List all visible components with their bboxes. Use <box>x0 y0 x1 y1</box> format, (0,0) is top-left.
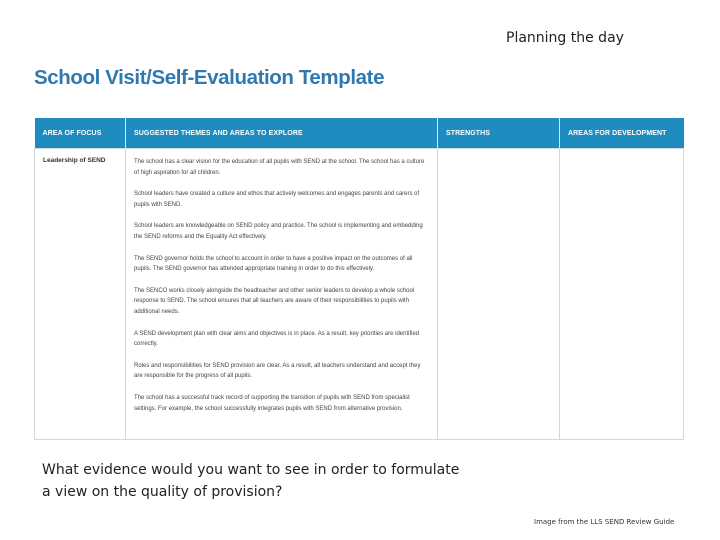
area-of-focus-cell: Leadership of SEND <box>35 149 126 440</box>
areas-for-development-cell <box>560 149 684 440</box>
self-evaluation-table <box>34 118 684 440</box>
header-suggested-themes: SUGGESTED THEMES AND AREAS TO EXPLORE <box>126 118 438 149</box>
header-area-of-focus: AREA OF FOCUS <box>35 118 126 149</box>
theme-item: The school has a clear vision for the education of all pupils with SEND at the school. The school has a culture of high aspiration for all children. <box>134 159 425 176</box>
strengths-cell <box>438 149 560 440</box>
slide-header-note: Planning the day <box>506 30 624 46</box>
theme-item: Roles and responsibilities for SEND provision are clear. As a result, all teachers understand and accept they are responsible for the progress of all pupils. <box>134 362 421 380</box>
theme-item: The SENCO works closely alongside the headteacher and other senior leaders to develop a whole school response to SEND. The school ensures that all teachers are aware of their responsibilities to pupils with additional needs. <box>134 287 415 315</box>
header-strengths: STRENGTHS <box>438 118 560 149</box>
table-header-row <box>35 118 684 149</box>
theme-item: School leaders are knowledgeable on SEND policy and practice. The school is implementing and embedding the SEND reforms and the Equality Act effectively. <box>134 223 423 240</box>
theme-item: A SEND development plan with clear aims and objectives is in place. As a result, key priorities are identified correctly. <box>134 330 420 348</box>
header-areas-for-development: AREAS FOR DEVELOPMENT <box>560 118 684 149</box>
evidence-question: What evidence would you want to see in order to formulate a view on the quality of provision? <box>42 462 460 500</box>
theme-item: School leaders have created a culture and ethos that actively welcomes and engages parents and carers of pupils with SEND. <box>134 191 420 208</box>
theme-item: The SEND governor holds the school to account in order to have a positive impact on the outcomes of all pupils. The SEND governor has attended appropriate training in order to do this effectively. <box>134 255 413 273</box>
themes-cell <box>126 149 438 440</box>
theme-item: The school has a successful track record of supporting the transition of pupils with SEND from specialist settings. For example, the school successfully integrates pupils with SEND from alternative provision. <box>134 394 410 412</box>
table-row <box>35 149 684 440</box>
template-title: School Visit/Self-Evaluation Template <box>34 66 385 89</box>
image-credit: Image from the LLS SEND Review Guide <box>534 518 675 526</box>
